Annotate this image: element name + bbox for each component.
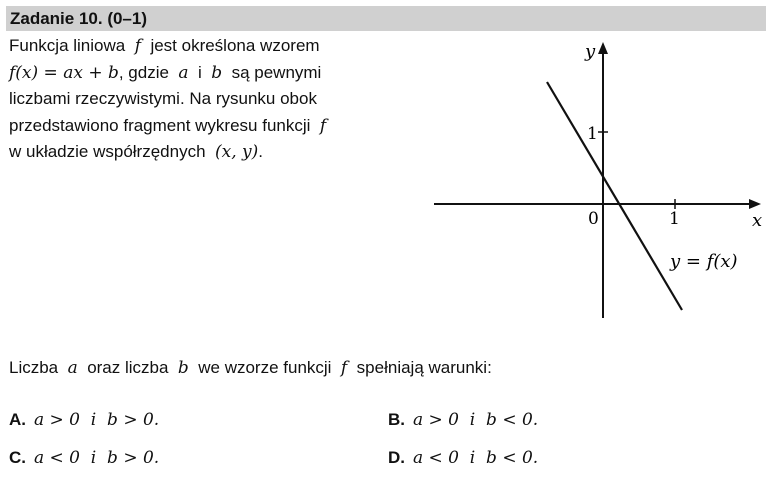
math-f: f (134, 36, 141, 56)
x-tick-label: 1 (669, 209, 680, 229)
text: Liczba (9, 358, 59, 377)
math-f: f (319, 115, 327, 136)
answer-text: a < 0 i b < 0. (413, 448, 539, 468)
origin-label: 0 (588, 209, 599, 229)
text: jest określona wzorem (150, 36, 320, 55)
x-axis-arrow-icon (749, 199, 761, 209)
text: Funkcja liniowa (9, 36, 126, 55)
y-axis-label: y (585, 41, 596, 62)
math-formula: f(x) = ax + b (9, 62, 119, 83)
answer-option-b[interactable] (388, 410, 538, 430)
text: , gdzie (118, 62, 169, 82)
answer-text: a < 0 i b > 0. (34, 448, 160, 468)
answer-option-d[interactable] (388, 448, 538, 468)
answer-text: a > 0 i b < 0. (413, 410, 539, 430)
text: . (258, 142, 263, 161)
y-tick-label: 1 (587, 124, 598, 144)
description-line-3: liczbami rzeczywistymi. Na rysunku obok (9, 89, 317, 108)
answer-letter: B. (388, 410, 405, 429)
function-label: y = f(x) (670, 251, 738, 272)
text: są pewnymi (231, 62, 322, 82)
math-a: a (67, 358, 78, 378)
text: spełniają warunki: (356, 358, 492, 377)
math-b: b (211, 62, 223, 83)
function-line (547, 82, 682, 310)
task-title: Zadanie 10. (0–1) (10, 9, 148, 28)
math-a: a (178, 62, 189, 83)
text: we wzorze funkcji (198, 358, 332, 377)
question-text (9, 358, 492, 378)
text: w układzie współrzędnych (9, 142, 206, 161)
text: oraz liczba (87, 358, 169, 377)
answer-option-c[interactable] (9, 448, 159, 468)
math-b: b (177, 358, 189, 378)
y-axis-arrow-icon (598, 42, 608, 54)
answer-letter: A. (9, 410, 26, 429)
answer-text: a > 0 i b > 0. (34, 410, 160, 430)
math-xy: (x, y) (215, 142, 259, 162)
text: i (198, 62, 202, 82)
math-f: f (340, 358, 348, 378)
answer-letter: C. (9, 448, 26, 467)
text: przedstawiono fragment wykresu funkcji (9, 115, 311, 135)
answer-letter: D. (388, 448, 405, 467)
x-axis-label: x (752, 210, 763, 231)
answer-option-a[interactable] (9, 410, 159, 430)
